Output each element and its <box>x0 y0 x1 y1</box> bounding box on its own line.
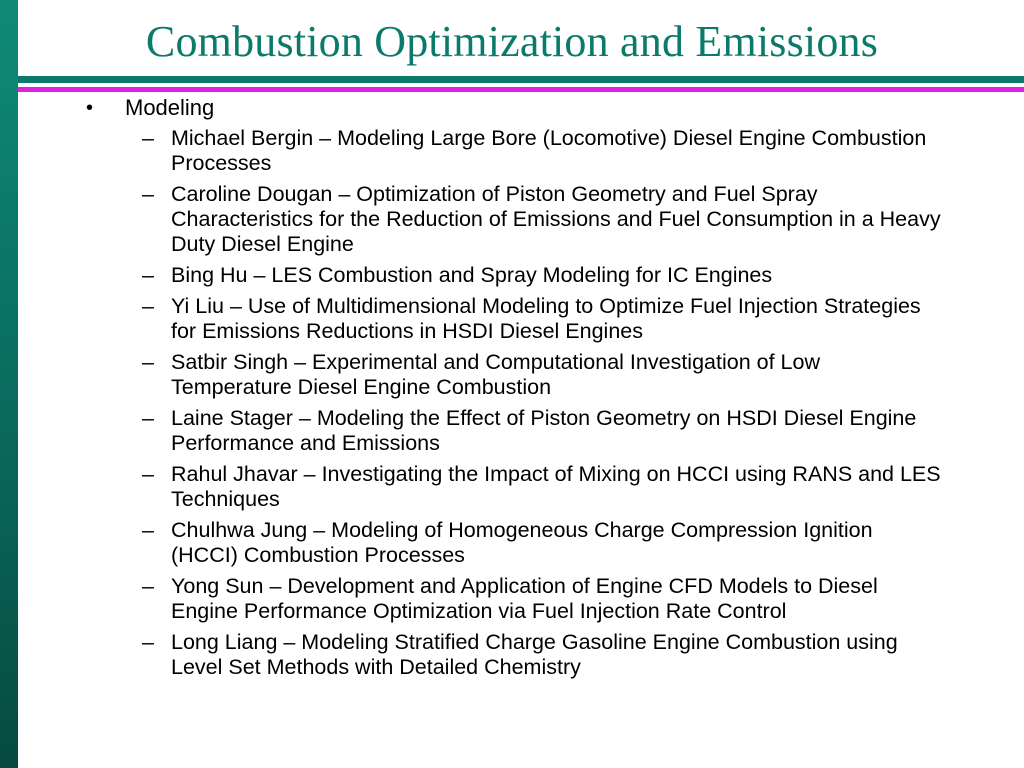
list-item <box>0 126 1024 176</box>
list-item-text: Laine Stager – Modeling the Effect of Piston Geometry on HSDI Diesel Engine Performance and Emissions <box>171 406 917 455</box>
bullet-label: Modeling <box>125 95 215 120</box>
list-item <box>0 518 1024 568</box>
dash-icon: – <box>142 350 154 374</box>
list-item <box>0 462 1024 512</box>
dash-icon: – <box>142 182 154 206</box>
list-item <box>0 574 1024 624</box>
list-item-text: Long Liang – Modeling Stratified Charge Gasoline Engine Combustion using Level Set Methods with Detailed Chemistry <box>171 630 898 679</box>
dash-icon: – <box>142 518 154 542</box>
list-item-text: Satbir Singh – Experimental and Computational Investigation of Low Temperature Diesel Engine Combustion <box>171 350 820 399</box>
dash-icon: – <box>142 126 154 150</box>
list-item <box>0 182 1024 257</box>
slide-content <box>0 96 1024 686</box>
list-item <box>0 350 1024 400</box>
list-item-text: Chulhwa Jung – Modeling of Homogeneous Charge Compression Ignition (HCCI) Combustion Processes <box>171 518 873 567</box>
bullet-modeling <box>0 96 1024 120</box>
title-rule-magenta <box>18 87 1024 92</box>
dash-icon: – <box>142 406 154 430</box>
slide-title: Combustion Optimization and Emissions <box>145 17 879 66</box>
list-item-text: Yong Sun – Development and Application of Engine CFD Models to Diesel Engine Performance Optimization via Fuel Injection Rate Control <box>171 574 878 623</box>
list-item <box>0 294 1024 344</box>
list-item <box>0 406 1024 456</box>
dash-icon: – <box>142 294 154 318</box>
title-rule-teal <box>18 76 1024 83</box>
dash-icon: – <box>142 574 154 598</box>
dash-icon: – <box>142 462 154 486</box>
list-item-text: Caroline Dougan – Optimization of Piston Geometry and Fuel Spray Characteristics for the Reduction of Emissions and Fuel Consumption in a Heavy Duty Diesel Engine <box>171 182 941 256</box>
list-item <box>0 263 1024 288</box>
bullet-dot-icon: • <box>86 97 94 119</box>
dash-icon: – <box>142 263 154 287</box>
list-item-text: Bing Hu – LES Combustion and Spray Modeling for IC Engines <box>171 263 773 287</box>
sub-bullet-list <box>0 126 1024 680</box>
list-item <box>0 630 1024 680</box>
dash-icon: – <box>142 630 154 654</box>
list-item-text: Michael Bergin – Modeling Large Bore (Locomotive) Diesel Engine Combustion Processes <box>171 126 927 175</box>
list-item-text: Rahul Jhavar – Investigating the Impact of Mixing on HCCI using RANS and LES Techniques <box>171 462 941 511</box>
list-item-text: Yi Liu – Use of Multidimensional Modeling to Optimize Fuel Injection Strategies for Emissions Reductions in HSDI Diesel Engines <box>171 294 921 343</box>
